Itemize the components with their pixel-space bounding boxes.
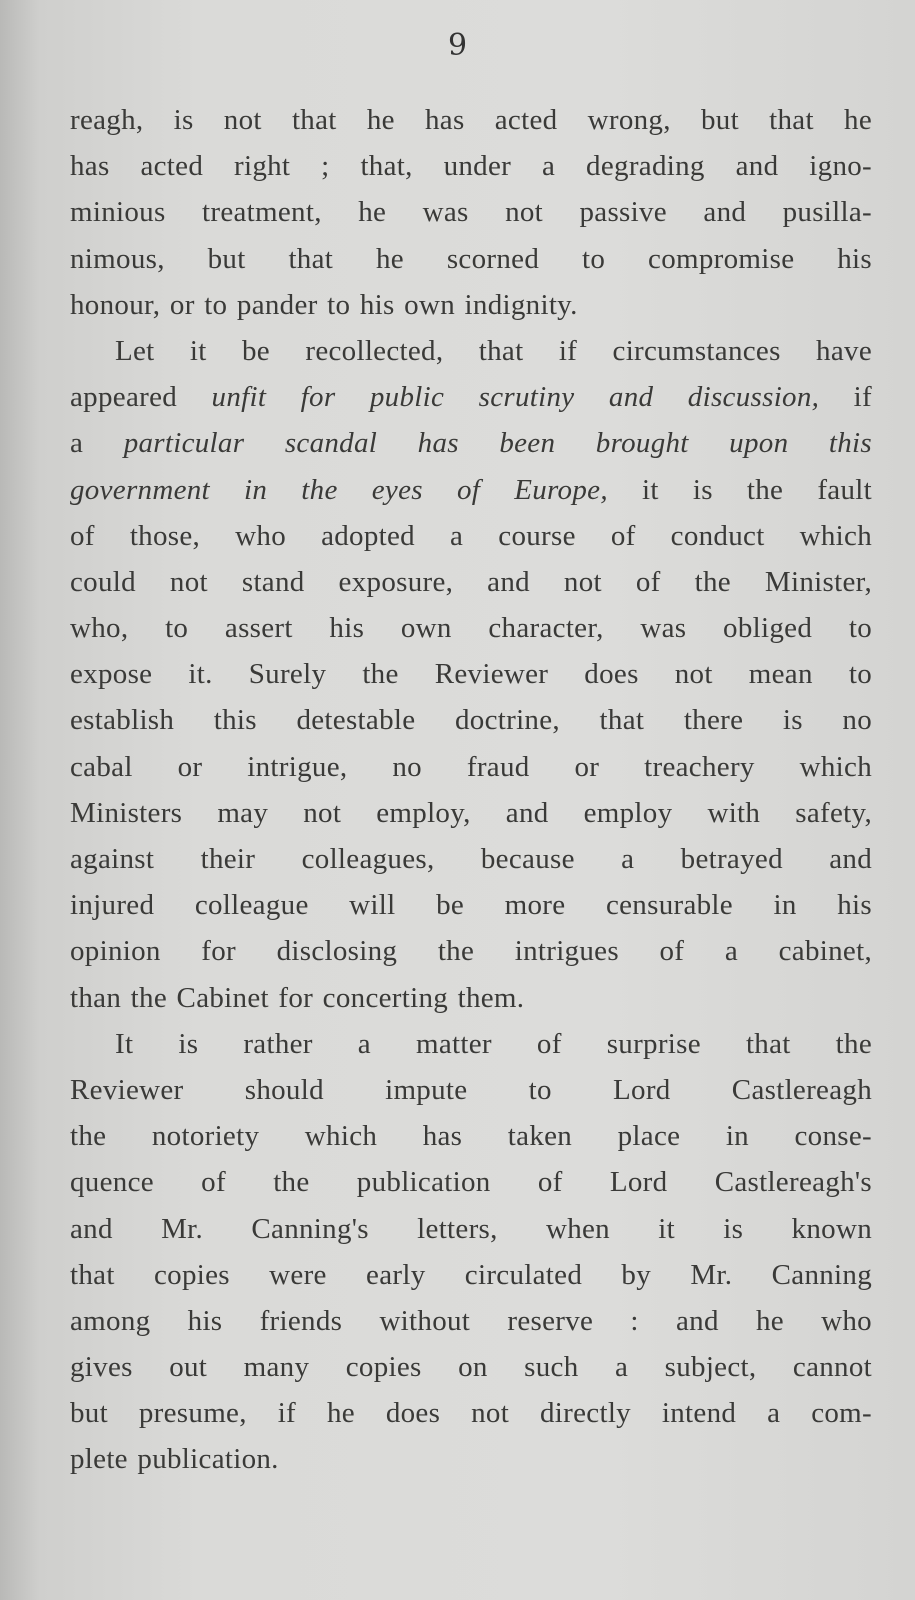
text-line <box>70 836 872 882</box>
text-line <box>70 928 872 974</box>
text-segment: nimous, but that he scorned to compromise his <box>70 242 872 275</box>
text-segment: a <box>70 427 124 460</box>
text-segment: It is rather a matter of surprise that the <box>115 1027 872 1060</box>
text-segment: Reviewer should impute to Lord Castlereagh <box>70 1073 872 1106</box>
text-line <box>70 374 872 420</box>
text-line <box>70 143 872 189</box>
text-line <box>70 1252 872 1298</box>
text-line <box>70 651 872 697</box>
text-segment: injured colleague will be more censurable in his <box>70 889 872 922</box>
italic-text: particular scandal has been brought upon this <box>123 427 872 460</box>
text-segment: reagh, is not that he has acted wrong, but that he <box>70 104 872 136</box>
text-line <box>70 236 872 282</box>
text-line <box>70 605 872 651</box>
text-segment: has acted right ; that, under a degrading and igno- <box>70 150 872 183</box>
text-segment: but presume, if he does not directly intend a com- <box>70 1397 872 1430</box>
text-segment: who, to assert his own character, was obliged to <box>70 612 872 645</box>
text-line <box>70 697 872 743</box>
text-segment: Ministers may not employ, and employ with safety, <box>70 796 872 829</box>
italic-text: unfit for public scrutiny and discussion, <box>211 381 820 414</box>
text-line <box>70 1021 872 1067</box>
body-text <box>70 97 872 1483</box>
text-line <box>70 882 872 928</box>
text-segment: opinion for disclosing the intrigues of a cabinet, <box>70 935 872 968</box>
text-line <box>70 1436 872 1482</box>
text-line <box>70 1298 872 1344</box>
text-line <box>70 1206 872 1252</box>
text-segment: that copies were early circulated by Mr. Canning <box>70 1258 872 1291</box>
text-segment: plete publication. <box>70 1443 279 1476</box>
text-line <box>70 744 872 790</box>
text-line <box>70 790 872 836</box>
text-segment: Let it be recollected, that if circumstances have <box>115 334 872 367</box>
text-segment: honour, or to pander to his own indignity. <box>70 288 578 321</box>
text-line <box>70 1067 872 1113</box>
text-segment: expose it. Surely the Reviewer does not mean to <box>70 658 872 691</box>
text-line <box>70 1113 872 1159</box>
text-line <box>70 282 872 328</box>
text-segment: could not stand exposure, and not of the Minister, <box>70 565 872 598</box>
text-segment: if <box>819 381 872 414</box>
text-segment: among his friends without reserve : and he who <box>70 1304 872 1337</box>
text-segment: gives out many copies on such a subject, cannot <box>70 1351 872 1384</box>
text-segment: than the Cabinet for concerting them. <box>70 981 525 1014</box>
text-line <box>70 467 872 513</box>
text-line <box>70 97 872 143</box>
text-segment: it is the fault <box>607 473 872 506</box>
text-segment: of those, who adopted a course of conduct which <box>70 519 872 552</box>
text-segment: minious treatment, he was not passive and pusilla- <box>70 196 872 229</box>
text-line <box>70 420 872 466</box>
text-segment: establish this detestable doctrine, that there is no <box>70 704 872 737</box>
text-line <box>70 1390 872 1436</box>
text-line <box>70 513 872 559</box>
text-line <box>70 328 872 374</box>
text-segment: appeared <box>70 381 212 414</box>
text-line <box>70 975 872 1021</box>
text-line <box>70 559 872 605</box>
text-segment: and Mr. Canning's letters, when it is known <box>70 1212 872 1245</box>
text-line <box>70 189 872 235</box>
text-segment: quence of the publication of Lord Castlereagh's <box>70 1166 872 1199</box>
page-number: 9 <box>447 28 468 63</box>
text-segment: cabal or intrigue, no fraud or treachery which <box>70 750 872 783</box>
text-line <box>70 1344 872 1390</box>
italic-text: government in the eyes of Europe, <box>70 473 608 506</box>
text-segment: the notoriety which has taken place in conse- <box>70 1120 872 1153</box>
text-line <box>70 1159 872 1205</box>
text-segment: against their colleagues, because a betrayed and <box>70 843 872 875</box>
